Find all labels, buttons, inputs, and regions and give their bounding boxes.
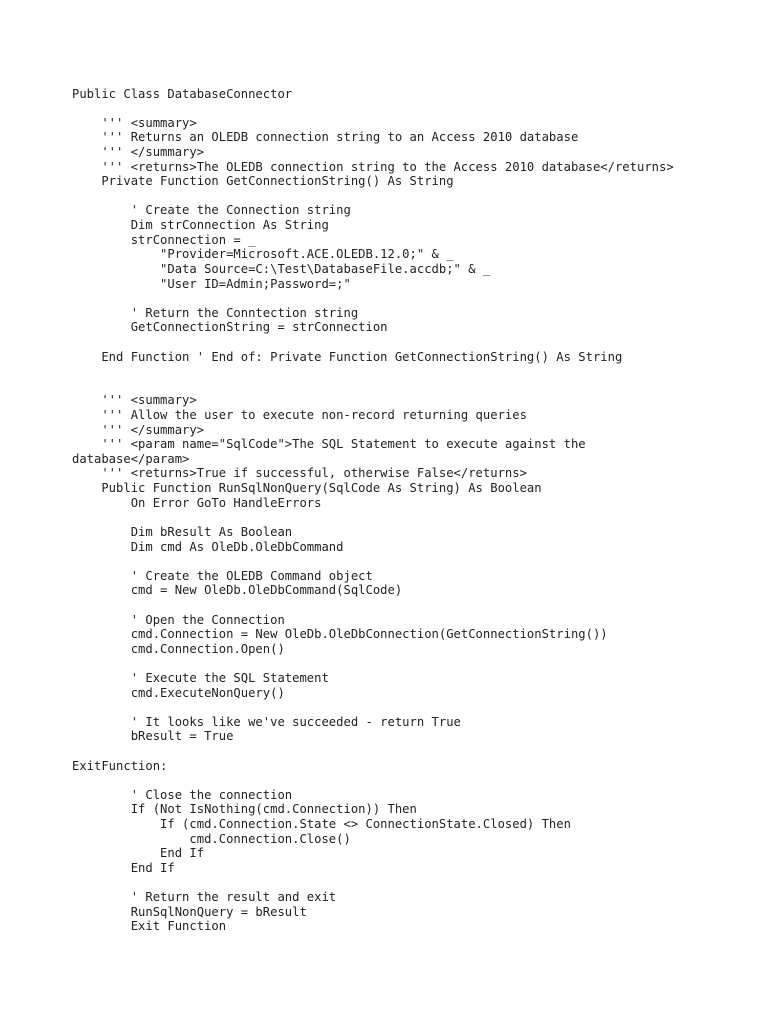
code-line: Public Class DatabaseConnector — [72, 86, 293, 101]
code-line: Dim bResult As Boolean — [72, 524, 293, 539]
code-line — [72, 335, 752, 350]
code-line — [72, 744, 752, 759]
code-line: ''' <param name="SqlCode">The SQL Statement to execute against the — [72, 437, 586, 452]
code-line: Private Function GetConnectionString() As String — [72, 174, 454, 189]
code-line: cmd.Connection.Open() — [72, 641, 285, 656]
code-line: If (Not IsNothing(cmd.Connection)) Then — [72, 802, 417, 817]
code-line — [72, 101, 752, 116]
code-line: ' Return the Conntection string — [72, 305, 359, 320]
code-line: cmd.ExecuteNonQuery() — [72, 685, 285, 700]
code-line: cmd = New OleDb.OleDbCommand(SqlCode) — [72, 583, 403, 598]
code-line: ''' <returns>True if successful, otherwise False</returns> — [72, 466, 527, 481]
code-line: RunSqlNonQuery = bResult — [72, 904, 307, 919]
code-line — [72, 598, 752, 613]
code-line: cmd.Connection.Close() — [72, 831, 351, 846]
code-listing — [72, 72, 752, 934]
code-line: ' Execute the SQL Statement — [72, 670, 329, 685]
code-line: ''' Allow the user to execute non-record returning queries — [72, 408, 527, 423]
code-line — [72, 72, 752, 87]
code-line: Dim strConnection As String — [72, 218, 329, 233]
code-line: Dim cmd As OleDb.OleDbCommand — [72, 539, 344, 554]
code-line: "Data Source=C:\Test\DatabaseFile.accdb;" & _ — [72, 261, 491, 276]
code-line: "Provider=Microsoft.ACE.OLEDB.12.0;" & _ — [72, 247, 454, 262]
code-line: database</param> — [72, 451, 190, 466]
code-line: Exit Function — [72, 919, 227, 934]
code-line — [72, 510, 752, 525]
code-line: End If — [72, 846, 205, 861]
code-line: ExitFunction: — [72, 758, 168, 773]
code-line: On Error GoTo HandleErrors — [72, 495, 322, 510]
code-line — [72, 876, 752, 891]
code-line: ''' <summary> — [72, 115, 197, 130]
code-line — [72, 364, 752, 379]
code-line: ''' <returns>The OLEDB connection string to the Access 2010 database</returns> — [72, 159, 674, 174]
code-line — [72, 379, 752, 394]
code-line: ''' </summary> — [72, 145, 205, 160]
code-line: Public Function RunSqlNonQuery(SqlCode As String) As Boolean — [72, 481, 542, 496]
code-line: "User ID=Admin;Password=;" — [72, 276, 351, 291]
code-line — [72, 291, 752, 306]
code-line: End If — [72, 860, 175, 875]
code-line — [72, 189, 752, 204]
code-line — [72, 773, 752, 788]
code-line: ' Open the Connection — [72, 612, 285, 627]
code-line: ' Close the connection — [72, 787, 293, 802]
code-line: ' Create the Connection string — [72, 203, 351, 218]
code-line: cmd.Connection = New OleDb.OleDbConnection(GetConnectionString()) — [72, 627, 608, 642]
code-line: ''' </summary> — [72, 422, 205, 437]
code-line: ''' Returns an OLEDB connection string to an Access 2010 database — [72, 130, 579, 145]
code-line: ''' <summary> — [72, 393, 197, 408]
code-line: GetConnectionString = strConnection — [72, 320, 388, 335]
code-line: ' It looks like we've succeeded - return True — [72, 714, 461, 729]
code-line — [72, 554, 752, 569]
code-line: If (cmd.Connection.State <> ConnectionState.Closed) Then — [72, 817, 571, 832]
code-line: bResult = True — [72, 729, 234, 744]
code-line — [72, 656, 752, 671]
code-line: End Function ' End of: Private Function GetConnectionString() As String — [72, 349, 623, 364]
code-line: ' Return the result and exit — [72, 890, 337, 905]
code-line: ' Create the OLEDB Command object — [72, 568, 373, 583]
code-line — [72, 700, 752, 715]
code-line: strConnection = _ — [72, 232, 256, 247]
